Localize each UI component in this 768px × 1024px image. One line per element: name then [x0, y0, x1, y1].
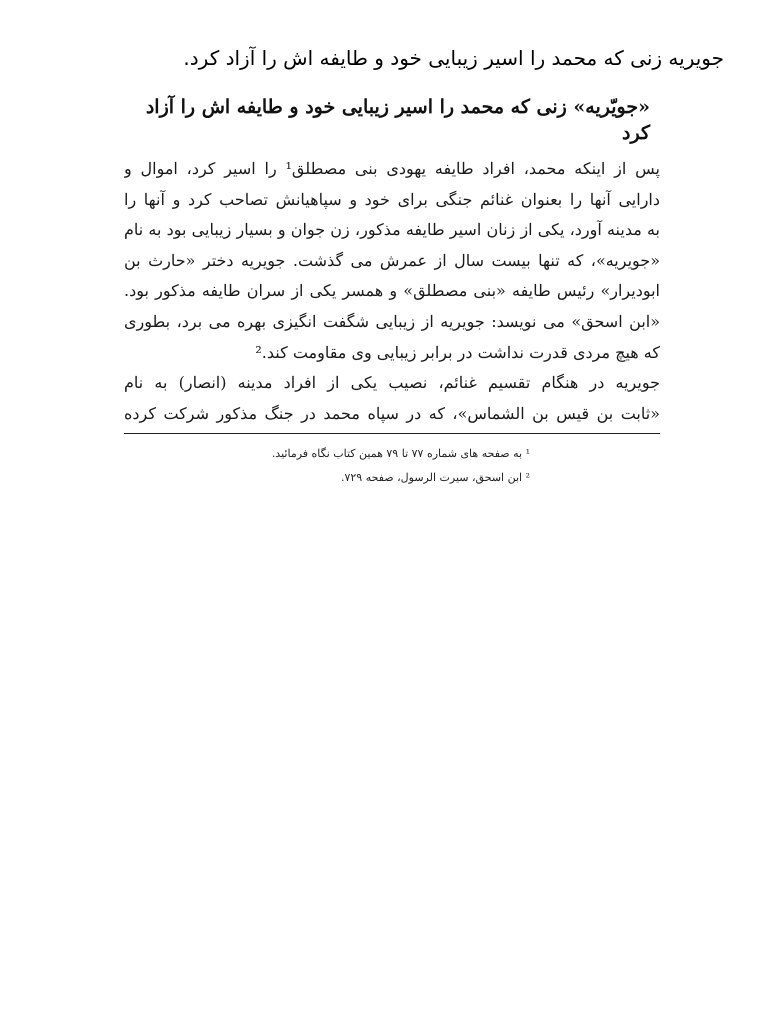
scan-line: جویریه در هنگام تقسیم غنائم، نصیب یکی از افراد مدینه (انصار) به نام — [124, 373, 660, 393]
scan-line: «ابن اسحق» می نویسد: جویریه از زیبایی شگفت انگیزی بهره می برد، بطوری — [124, 311, 660, 331]
footnote: ² ابن اسحق، سیرت الرسول، صفحه ۷۲۹. — [340, 471, 530, 485]
scan-line: «جویریه»، که تنها بیست سال از عمرش می گذشت. جویریه دختر «حارث بن — [124, 250, 660, 270]
footnotes — [124, 442, 530, 490]
scan-line: دارایی آنها را بعنوان غنائم جنگی برای خود و سپاهیانش تصاحب کرد و آنها را — [124, 189, 660, 209]
footnote: ¹ به صفحه های شماره ۷۷ تا ۷۹ همین کتاب نگاه فرمائید. — [271, 447, 530, 461]
scan-line: «ثابت بن قیس بن الشماس»، که در سپاه محمد در جنگ مذکور شرکت کرده — [124, 403, 660, 423]
slide-title: جویریه زنی که محمد را اسیر زیبایی خود و طایفه اش را آزاد کرد. — [183, 46, 724, 70]
scan-line: پس از اینکه محمد، افراد طایفه یهودی بنی مصطلق¹ را اسیر کرد، اموال و — [124, 159, 660, 178]
scan-line: که هیچ مردی قدرت نداشت در برابر زیبایی وی مقاومت کند.² — [255, 342, 660, 362]
scan-line: به مدینه آورد، یکی از زنان اسیر طایفه مذکور، زن جوان و بسیار زیبایی بود به نام — [124, 220, 660, 240]
scanned-book-page — [124, 94, 660, 504]
footnote-divider — [124, 433, 660, 434]
scan-heading: «جویّریه» زنی که محمد را اسیر زیبایی خود و طایفه اش را آزاد کرد — [145, 96, 650, 144]
scan-line: ابودیرار» رئیس طایفه «بنی مصطلق» و همسر یکی از سران طایفه مذکور بود. — [124, 281, 660, 301]
